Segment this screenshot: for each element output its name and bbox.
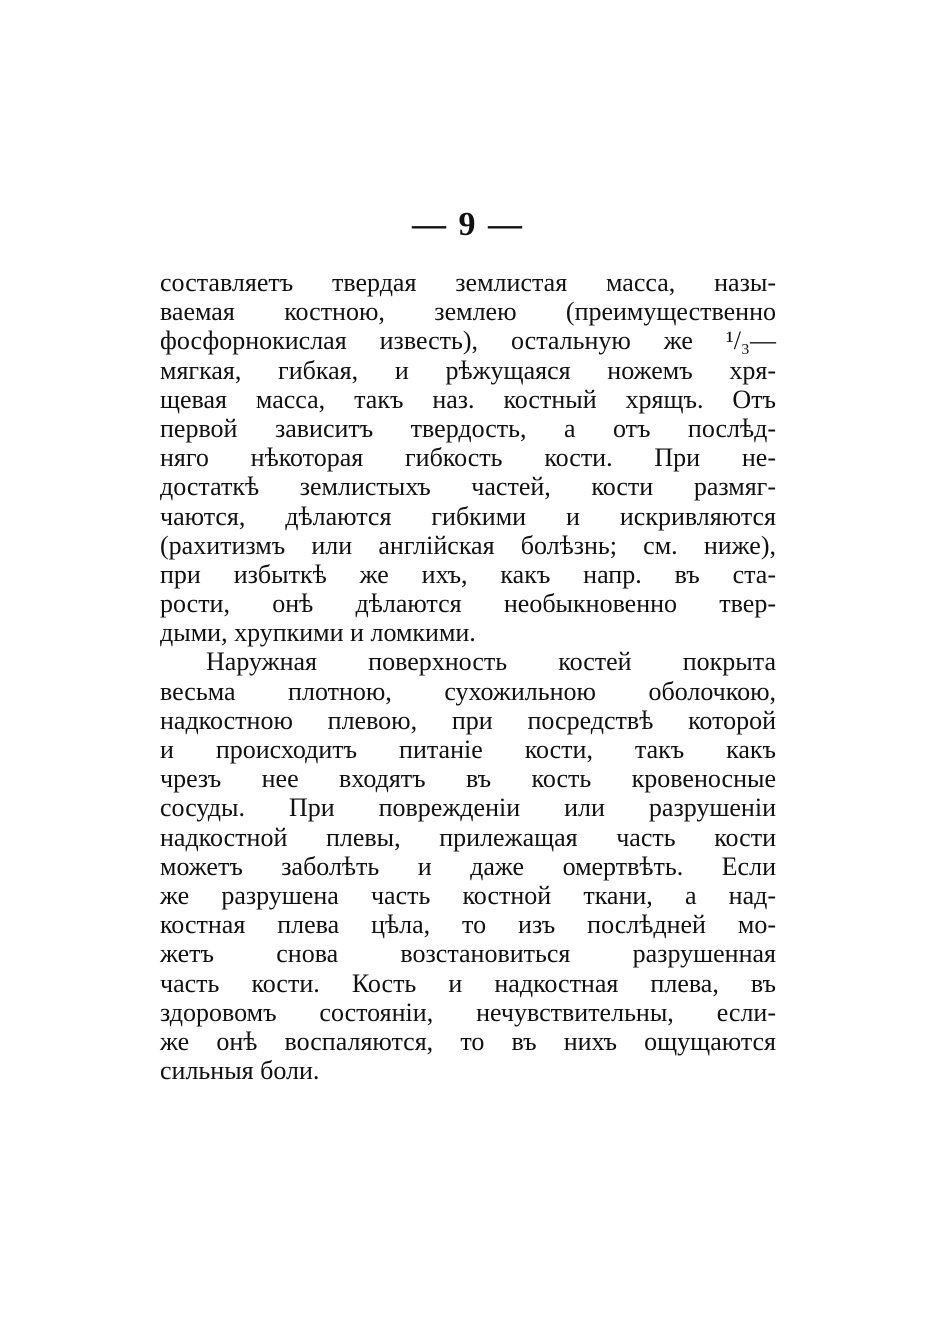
text-line: первой зависитъ твердость, а отъ послѣд-: [160, 413, 776, 443]
body-text: [160, 268, 776, 1085]
text-line: фосфорнокислая известь), остальную же ¹/₃—: [160, 326, 776, 356]
text-line: сосуды. При поврежденіи или разрушеніи: [160, 793, 776, 823]
text-line: дыми, хрупкими и ломкими.: [160, 618, 476, 648]
text-line: мягкая, гибкая, и рѣжущаяся ножемъ хря-: [160, 355, 776, 385]
text-line: надкостной плевы, прилежащая часть кости: [160, 822, 776, 852]
text-line: здоровомъ состояніи, нечувствительны, если-: [160, 997, 776, 1027]
text-line: чрезъ нее входятъ въ кость кровеносные: [160, 764, 776, 794]
text-line: весьма плотною, сухожильною оболочкою,: [160, 676, 776, 706]
text-line: и происходитъ питаніе кости, такъ какъ: [160, 735, 776, 764]
text-line: рости, онѣ дѣлаются необыкновенно твер-: [160, 589, 776, 619]
text-line: чаются, дѣлаются гибкими и искривляются: [160, 501, 776, 531]
text-line: Наружная поверхность костей покрыта: [206, 647, 776, 677]
text-line: же разрушена часть костной ткани, а над-: [160, 880, 776, 910]
text-line: можетъ заболѣть и даже омертвѣть. Если: [160, 851, 776, 881]
text-line: составляетъ твердая землистая масса, назы-: [160, 268, 776, 297]
paragraph-2: [160, 647, 776, 1085]
text-line: костная плева цѣла, то изъ послѣдней мо-: [160, 910, 776, 940]
text-line: няго нѣкоторая гибкость кости. При не-: [160, 443, 776, 473]
text-line: сильныя боли.: [160, 1056, 320, 1086]
text-line: жетъ снова возстановиться разрушенная: [160, 939, 776, 969]
text-line: щевая масса, такъ наз. костный хрящъ. Отъ: [160, 384, 776, 414]
text-line: часть кости. Кость и надкостная плева, въ: [160, 968, 776, 998]
text-line: надкостною плевою, при посредствѣ которой: [160, 705, 776, 735]
text-line: же онѣ воспаляются, то въ нихъ ощущаются: [160, 1026, 776, 1056]
text-line: при избыткѣ же ихъ, какъ напр. въ ста-: [160, 559, 776, 589]
text-line: ваемая костною, землею (преимущественно: [160, 297, 776, 327]
paragraph-1: [160, 268, 776, 647]
text-line: (рахитизмъ или англійская болѣзнь; см. ниже),: [160, 530, 776, 560]
text-line: достаткѣ землистыхъ частей, кости размяг-: [160, 472, 776, 502]
page-number: — 9 —: [412, 206, 524, 243]
